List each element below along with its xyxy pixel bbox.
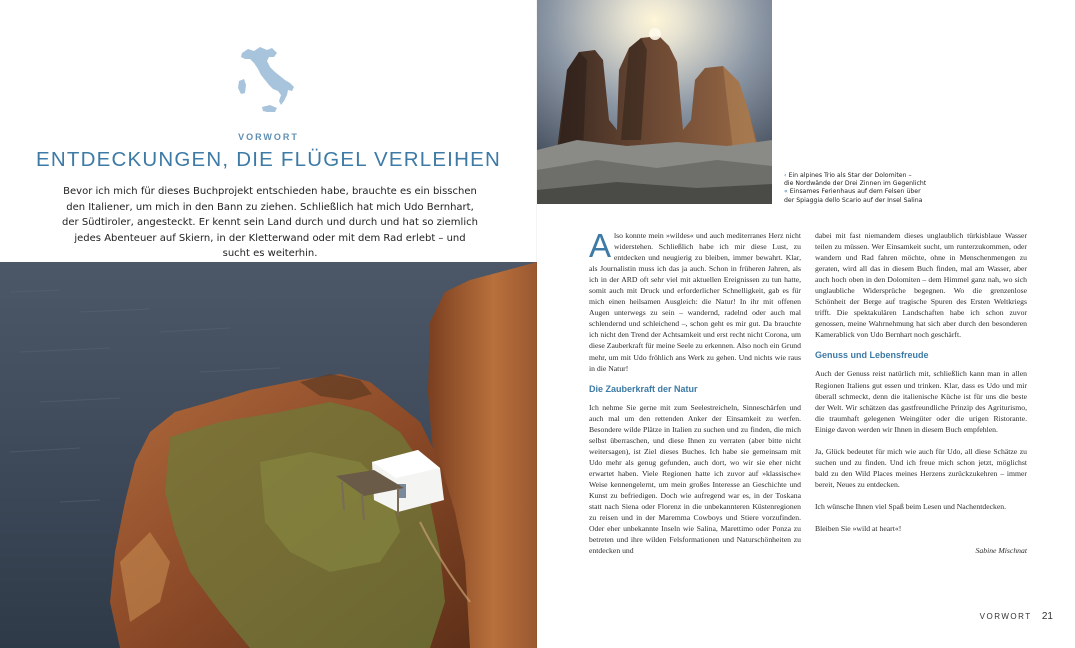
- photo-caption: ‹ Ein alpines Trio als Star der Dolomiten – die Nordwände der Drei Zinnen im Gegenlicht « Einsames Ferienhaus auf dem Felsen über der Spiaggia dello Scario auf der Insel Salina: [784, 172, 927, 204]
- arrow-left-icon: ‹: [784, 172, 789, 179]
- text-column-right: [815, 230, 1027, 556]
- page-number: 21: [1041, 611, 1053, 622]
- paragraph: Ich wünsche Ihnen viel Spaß beim Lesen und Nachentdecken.: [815, 501, 1007, 511]
- paragraph: Ja, Glück bedeutet für mich wie auch für Udo, all diese Schätze zu suchen und zu finden. Und ich freue mich schon jetzt, möglichst bald zu den Wild Places meines Herzens zurückzukehren – immer bereit, Neues zu entdecken.: [815, 446, 1027, 489]
- italy-map-icon: [234, 45, 298, 117]
- intro-paragraph: Bevor ich mich für dieses Buchprojekt entschieden habe, brauchte es ein bisschen den Italiener, um mich in den Bann zu ziehen. Schließlich hat mich Udo Bernhart, der Südtiroler, angesteckt. Er kennt sein Land durch und durch und hat so ziemlich jedes Abenteuer auf Skiern, in der Kletterwand oder mit dem Rad erlebt – und sucht es weiterhin.: [62, 186, 478, 259]
- page-folio: [980, 611, 1053, 622]
- double-arrow-left-icon: «: [784, 188, 790, 196]
- drop-cap: A: [589, 227, 612, 264]
- left-page: [0, 0, 537, 648]
- paragraph: Bleiben Sie »wild at heart«!: [815, 523, 902, 533]
- subheading: Die Zauberkraft der Natur: [589, 383, 698, 394]
- dolomites-photo: [537, 0, 772, 204]
- author-signature: Sabine Mischnat: [975, 546, 1027, 556]
- paragraph: Auch der Genuss reist natürlich mit, schließlich kann man in allen Regionen Italiens gut essen und trinken. Klar, dass es Udo und mir überall schmeckt, denn die italienische Küche ist für uns die beste der Welt. Wir schätzen das gastfreundliche Prinzip des Agriturismo, die traumhaft gelegenen Weingüter oder die urigen Ristorante. Einige davon werden wir Ihnen in diesem Buch empfehlen.: [815, 369, 1027, 434]
- paragraph: Ich nehme Sie gerne mit zum Seelestreicheln, Sinneschärfen und auch mal um den rettenden Anker der Einsamkeit zu werfen. Besondere wilde Plätze in Italien zu suchen und zu finden, die mich selbst überraschen, und diese Ihnen zu verraten (aber bitte nicht weitersagen), ist Ziel dieses Buches. Ich habe sie gemeinsam mit Udo mehr als genug gefunden, auch dort, wo wir sie eher nicht erwartet haben. Viele Regionen hatte ich zuvor auf »klassische« Weise kennengelernt, um mein großes Interesse an Geschichte und Kunst zu befriedigen. Doch wie aufregend war es, in der Toskana statt nach Siena oder Florenz in die unbekannteren Küstenregionen zu reisen und in der Maremma Cowboys und Stiere vorzufinden. Oder eher unbekannte Inseln wie Salina, Marettimo oder Ponza zu betreten und ihre wilden Felsformationen und Naturschönheiten zu entdecken und: [589, 402, 801, 556]
- page-title: ENTDECKUNGEN, DIE FLÜGEL VERLEIHEN: [36, 148, 501, 171]
- coast-photo: [0, 262, 537, 648]
- paragraph: dabei mit fast niemandem dieses unglaublich türkisblaue Wasser teilen zu müssen. Wer Einsamkeit sucht, um runterzukommen, oder wandern und Rad fahren möchte, ohne in Menschenmengen zu geraten, wird all das in diesem Buch finden, mal am Wasser, aber auch hoch oben in den Dolomiten – dem Himmel ganz nah, wo sich unglaubliche Widersprüche begegnen. Wo die grenzenlose Schönheit der Berge auf tragische Spuren des Ersten Weltkriegs trifft. Die spektakulären Landschaften habe ich schon zuvor genossen, meine Wahrnehmung hat sich aber durch den besonderen Kamerablick von Udo Bernhart noch geschärft.: [815, 231, 1027, 340]
- text-column-left: [589, 227, 801, 556]
- section-label: VORWORT: [238, 132, 299, 142]
- subheading: Genuss und Lebensfreude: [815, 350, 929, 361]
- right-page: [537, 0, 1075, 648]
- folio-label: VORWORT: [979, 612, 1032, 621]
- paragraph: Also konnte mein »wildes« und auch mediterranes Herz nicht widerstehen. Schließlich habe ich mir diese Lust, zu entdecken und neugierig zu bleiben, immer bewahrt. Klar, als Journalistin muss ich das ja auch. Schon in früheren Jahren, als ich in der ARD oft sehr viel mit aktuellen Ereignissen zu tun hatte, somit auch mit Druck und erforderlicher Schnelligkeit, gab es für mich einen heilsamen Ausgleich: die Natur! In ihr mit offenen Augen unterwegs zu sein – wandernd, radelnd oder auch mal schlendernd und schleichend –, schon geht es mir gut. Da brauchte ich nicht den Trend der Achtsamkeit und erst recht nicht Corona, um diese Zauberkraft für meine Seele zu erkennen. Also noch ein Grund mehr, um mit Udo fröhlich ans Werk zu gehen. Und nichts wie raus in die Natur!: [589, 227, 801, 373]
